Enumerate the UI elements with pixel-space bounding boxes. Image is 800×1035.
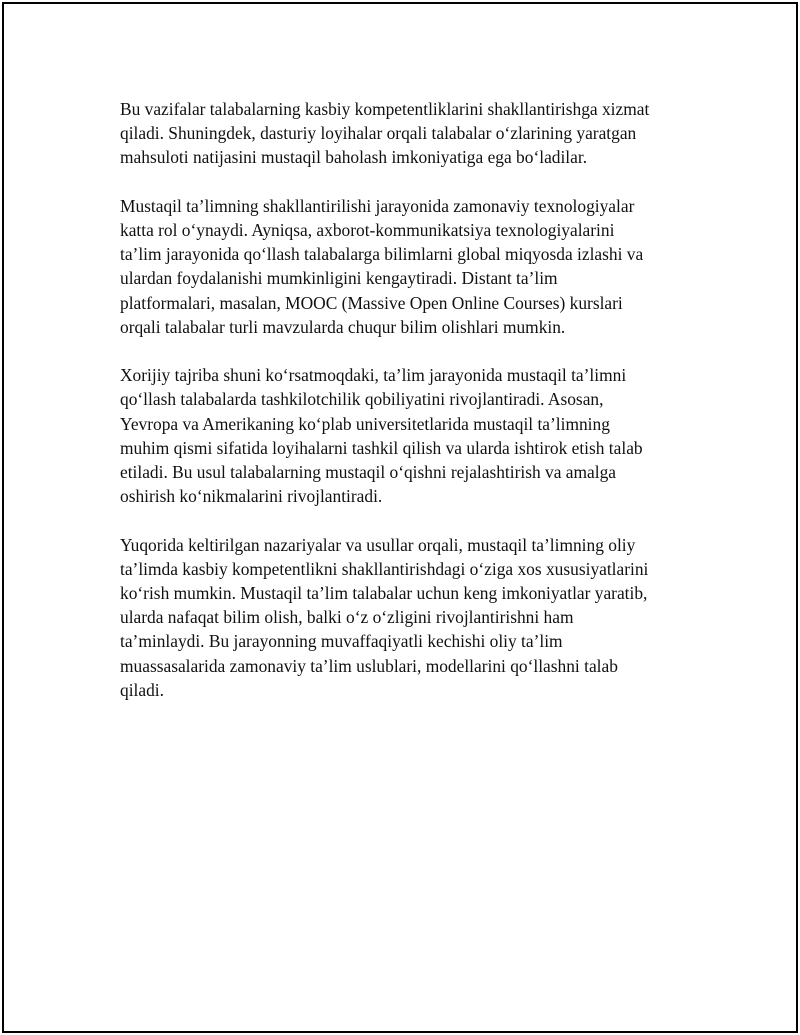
text-line: ularda nafaqat bilim olish, balki o‘z o‘zligini rivojlantirishni ham [120, 607, 574, 628]
text-line: ko‘rish mumkin. Mustaqil ta’lim talabalar uchun keng imkoniyatlar yaratib, [120, 583, 648, 604]
text-line: orqali talabalar turli mavzularda chuqur bilim olishlari mumkin. [120, 316, 566, 337]
document-body [120, 97, 700, 726]
paragraph-4 [120, 533, 700, 702]
text-line: Yevropa va Amerikaning ko‘plab universitetlarida mustaqil ta’limning [120, 413, 610, 434]
text-line: qiladi. Shuningdek, dasturiy loyihalar orqali talabalar o‘zlarining yaratgan [120, 123, 637, 144]
text-line: ta’lim jarayonida qo‘llash talabalarga bilimlarni global miqyosda izlashi va [120, 244, 644, 265]
paragraph-3 [120, 363, 700, 508]
text-line: muassasalarida zamonaviy ta’lim uslublari, modellarini qo‘llashni talab [120, 655, 618, 676]
paragraph-2 [120, 194, 700, 339]
text-line: oshirish ko‘nikmalarini rivojlantiradi. [120, 486, 383, 507]
text-line: ulardan foydalanishi mumkinligini kengaytiradi. Distant ta’lim [120, 268, 558, 289]
text-line: platformalari, masalan, MOOC (Massive Open Online Courses) kurslari [120, 292, 623, 313]
text-line: ta’minlaydi. Bu jarayonning muvaffaqiyatli kechishi oliy ta’lim [120, 631, 563, 652]
text-line: etiladi. Bu usul talabalarning mustaqil o‘qishni rejalashtirish va amalga [120, 462, 616, 483]
text-line: Bu vazifalar talabalarning kasbiy kompetentliklarini shakllantirishga xizmat [120, 99, 650, 119]
paragraph-1 [120, 97, 700, 170]
text-line: muhim qismi sifatida loyihalarni tashkil qilish va ularda ishtirok etish talab [120, 437, 643, 458]
text-line: qo‘llash talabalarda tashkilotchilik qobiliyatini rivojlantiradi. Asosan, [120, 389, 604, 410]
text-line: katta rol o‘ynaydi. Ayniqsa, axborot-kommunikatsiya texnologiyalarini [120, 220, 615, 240]
document-page [2, 2, 798, 1033]
text-line: Mustaqil ta’limning shakllantirilishi jarayonida zamonaviy texnologiyalar [120, 195, 635, 216]
text-line: Xorijiy tajriba shuni ko‘rsatmoqdaki, ta’lim jarayonida mustaqil ta’limni [120, 365, 627, 386]
text-line: ta’limda kasbiy kompetentlikni shakllantirishdagi o‘ziga xos xususiyatlarini [120, 558, 649, 579]
text-line: Yuqorida keltirilgan nazariyalar va usullar orqali, mustaqil ta’limning oliy [120, 534, 636, 555]
text-line: mahsuloti natijasini mustaqil baholash imkoniyatiga ega bo‘ladilar. [120, 147, 588, 168]
text-line: qiladi. [120, 679, 164, 700]
